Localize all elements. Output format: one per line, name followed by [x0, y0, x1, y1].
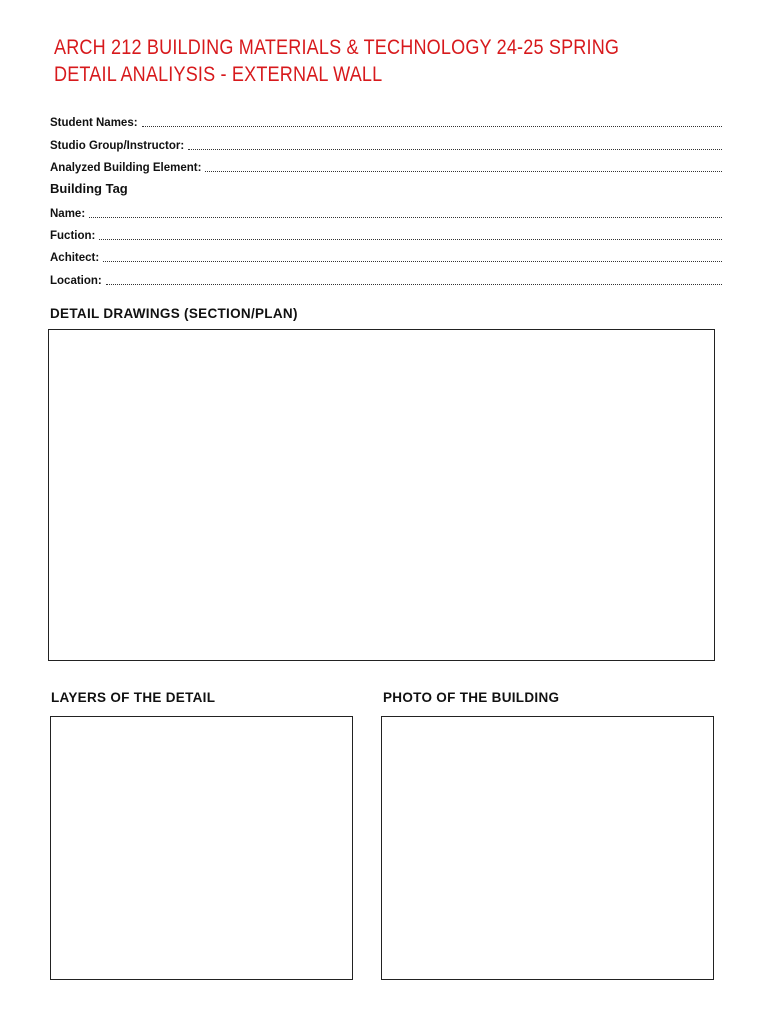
- architect-label: Achitect:: [50, 251, 100, 264]
- studio-group-field[interactable]: [50, 136, 722, 152]
- location-dotted-line: [106, 284, 722, 285]
- function-field[interactable]: [50, 226, 722, 242]
- student-names-field[interactable]: [50, 113, 722, 129]
- analyzed-element-dotted-line: [205, 171, 722, 172]
- layers-box[interactable]: [50, 716, 353, 980]
- analyzed-element-field[interactable]: [50, 158, 722, 174]
- document-title-line-1: ARCH 212 BUILDING MATERIALS & TECHNOLOGY 24-25 SPRING: [54, 36, 620, 59]
- student-names-label: Student Names:: [50, 116, 138, 129]
- detail-drawings-heading: DETAIL DRAWINGS (SECTION/PLAN): [50, 306, 298, 321]
- student-names-dotted-line: [142, 126, 722, 127]
- detail-drawings-box[interactable]: [48, 329, 715, 661]
- name-dotted-line: [89, 217, 722, 218]
- studio-group-label: Studio Group/Instructor:: [50, 139, 185, 152]
- photo-box[interactable]: [381, 716, 714, 980]
- location-label: Location:: [50, 274, 102, 287]
- analyzed-element-label: Analyzed Building Element:: [50, 161, 202, 174]
- photo-heading: PHOTO OF THE BUILDING: [383, 690, 560, 705]
- location-field[interactable]: [50, 271, 722, 287]
- function-label: Fuction:: [50, 229, 96, 242]
- name-label: Name:: [50, 207, 86, 220]
- building-tag-heading: Building Tag: [50, 181, 128, 196]
- name-field[interactable]: [50, 204, 722, 220]
- architect-dotted-line: [103, 261, 722, 262]
- studio-group-dotted-line: [188, 149, 722, 150]
- function-dotted-line: [99, 239, 722, 240]
- document-title-line-2: DETAIL ANALIYSIS - EXTERNAL WALL: [54, 63, 383, 86]
- layers-heading: LAYERS OF THE DETAIL: [51, 690, 216, 705]
- architect-field[interactable]: [50, 248, 722, 264]
